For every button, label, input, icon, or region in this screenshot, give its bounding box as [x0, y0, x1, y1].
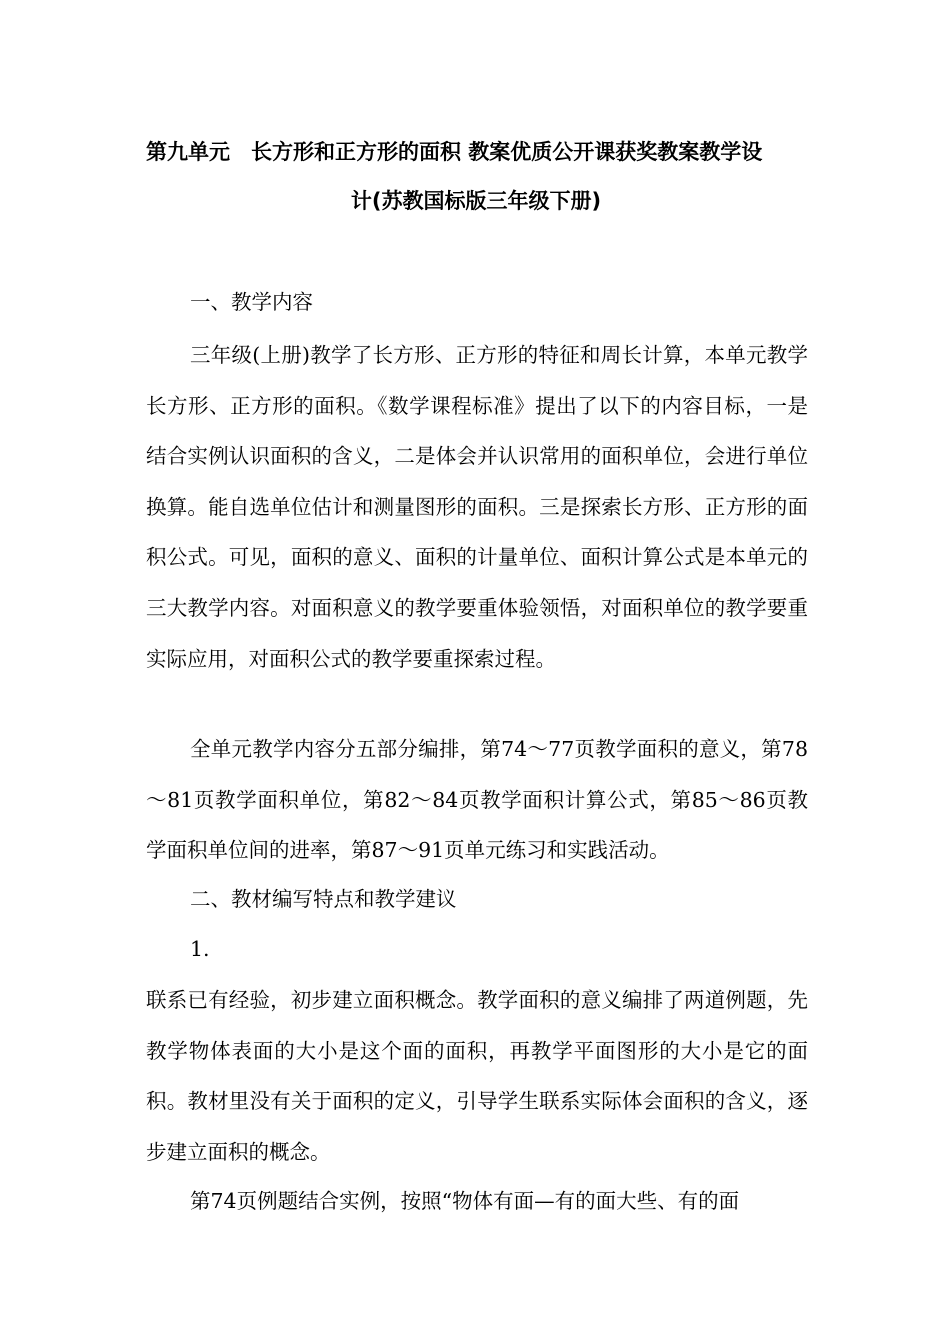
document-title-line2: 计(苏教国标版三年级下册) — [350, 189, 602, 213]
paragraph-unit-overview — [146, 330, 808, 684]
paragraph-text: 三年级(上册)教学了长方形、正方形的特征和周长计算，本单元教学长方形、正方形的面积。《数学课程标准》提出了以下的内容目标，一是结合实例认识面积的含义，二是体会并认识常用的面积单位，会进行单位换算。能自选单位估计和测量图形的面积。三是探索长方形、正方形的面积公式。可见，面积的意义、面积的计量单位、面积计算公式是本单元的三大教学内容。对面积意义的教学要重体验领悟，对面积单位的教学要重实际应用，对面积公式的教学要重探索过程。 — [146, 343, 808, 671]
list-item-number: 1. — [190, 937, 210, 961]
document-title-line1: 第九单元 长方形和正方形的面积 教案优质公开课获奖教案教学设 — [146, 140, 763, 164]
paragraph-example-page74 — [146, 1176, 808, 1227]
paragraph-text: 全单元教学内容分五部分编排，第74～77页教学面积的意义，第78～81页教学面积单位，第82～84页教学面积计算公式，第85～86页教学面积单位间的进率，第87～91页单元练习和实践活动。 — [146, 737, 808, 863]
paragraph-content-arrangement — [146, 724, 808, 876]
section-heading-teaching-content: 一、教学内容 — [190, 290, 313, 314]
paragraph-text: 第74页例题结合实例，按照“物体有面—有的面大些、有的面 — [190, 1189, 740, 1213]
paragraph-text: 联系已有经验，初步建立面积概念。教学面积的意义编排了两道例题，先教学物体表面的大小是这个面的面积，再教学平面图形的大小是它的面积。教材里没有关于面积的定义，引导学生联系实际体会面积的含义，逐步建立面积的概念。 — [146, 988, 808, 1164]
section-heading-textbook-features: 二、教材编写特点和教学建议 — [190, 887, 457, 911]
paragraph-area-concept — [146, 975, 808, 1177]
